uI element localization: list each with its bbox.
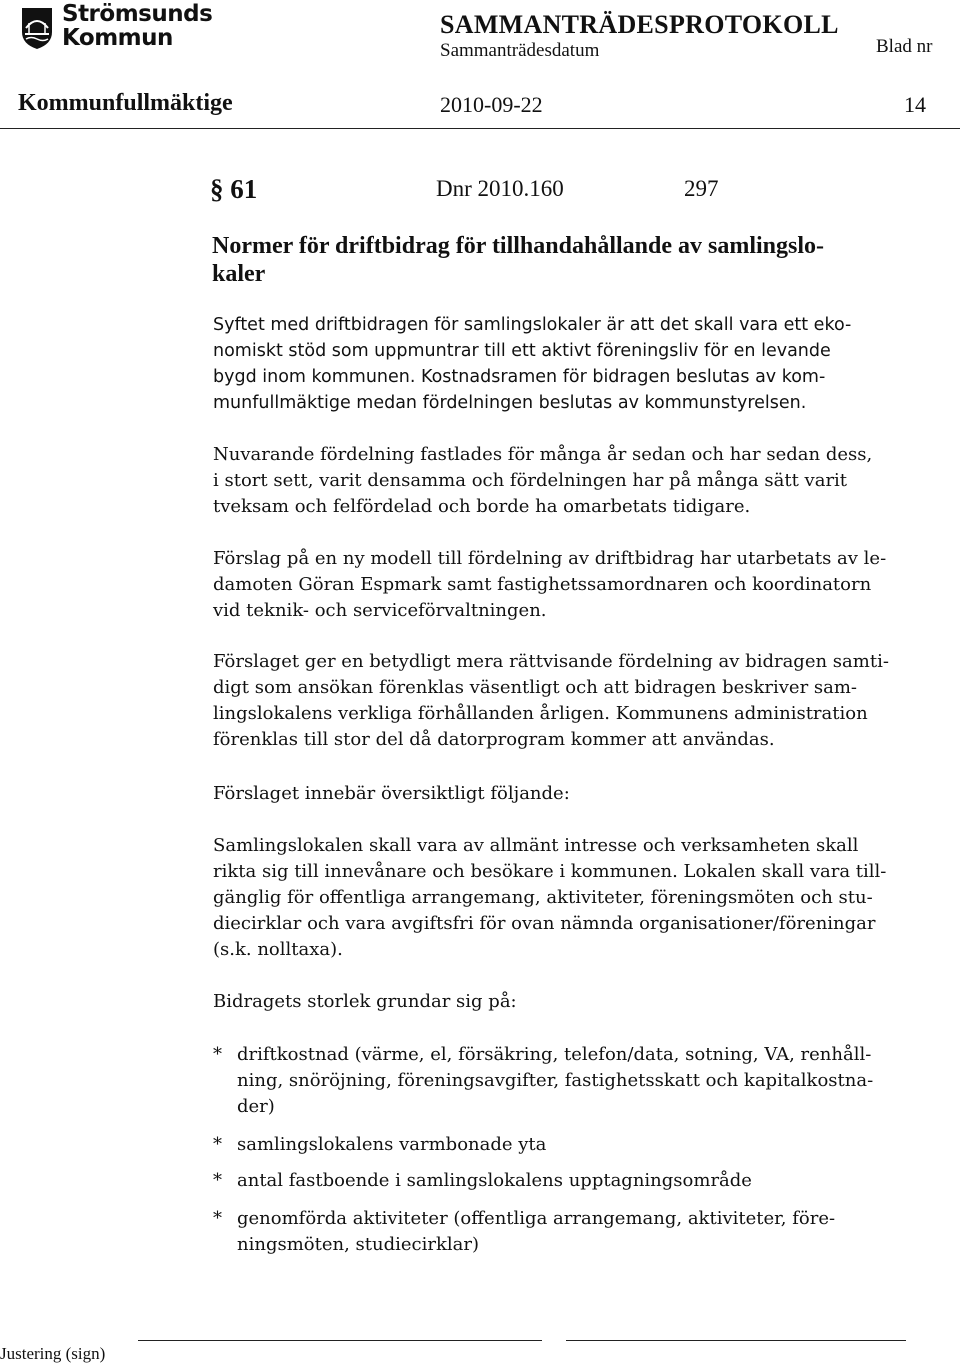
meeting-date: 2010-09-22	[440, 92, 543, 117]
bullet-marker: *	[213, 1044, 222, 1065]
section-title: Normer för driftbidrag för tillhandahållande av samlingslo- kaler	[212, 233, 825, 287]
paragraph-venue-requirements: Samlingslokalen skall vara av allmänt intresse och verksamheten skall rikta sig till innevånare och besökare i kommunen. Lokalen skall vara till- gänglig för offentliga arrangemang, aktiviteter, föreningsmöten och stu- diecirklar och vara avgiftsfri för ovan nämnda organisationer/föreningar (s.k. nolltaxa).	[213, 835, 887, 960]
paragraph-number: § 61	[210, 174, 258, 204]
bullet-marker: *	[213, 1134, 222, 1155]
logo-line-2: Kommun	[62, 25, 173, 51]
signature-line-2	[566, 1340, 906, 1341]
sheet-number-label: Blad nr	[876, 36, 933, 57]
list-item: genomförda aktiviteter (offentliga arrangemang, aktiviteter, före- ningsmöten, studiecirklar)	[237, 1208, 836, 1255]
meeting-body: Kommunfullmäktige	[18, 90, 233, 116]
header-divider	[0, 128, 960, 129]
logo-line-1: Strömsunds	[62, 1, 213, 27]
logo-wordmark	[62, 2, 212, 50]
paragraph-new-model: Förslag på en ny modell till fördelning av driftbidrag har utarbetats av le- damoten Göran Espmark samt fastighetssamordnaren och koordinatorn vid teknik- och serviceförvaltningen.	[213, 548, 887, 621]
paragraph-grant-basis-intro: Bidragets storlek grundar sig på:	[213, 991, 517, 1012]
municipality-logo	[16, 2, 226, 58]
footer-signature-label: Justering (sign)	[0, 1344, 106, 1363]
bullet-marker: *	[213, 1208, 222, 1229]
archive-code: 297	[684, 176, 719, 201]
paragraph-overview-intro: Förslaget innebär översiktligt följande:	[213, 783, 570, 804]
case-number: Dnr 2010.160	[436, 176, 564, 201]
paragraph-current-distribution: Nuvarande fördelning fastlades för många år sedan och har sedan dess, i stort sett, varit densamma och fördelningen har på många sätt varit tveksam och felfördelad och borde ha omarbetats tidigare.	[213, 444, 873, 517]
list-item: driftkostnad (värme, el, försäkring, telefon/data, sotning, VA, renhåll- ning, snöröjning, föreningsavgifter, fastighetsskatt och kapitalkostna- der)	[237, 1044, 874, 1117]
paragraph-proposal-benefits: Förslaget ger en betydligt mera rättvisande fördelning av bidragen samti- digt som ansökan förenklas väsentligt och att bidragen beskriver sam- lingslokalens verkliga förhållanden årligen. Kommunens administration förenklas till stor del då datorprogram kommer att användas.	[213, 651, 889, 750]
bridge-crest-icon	[20, 6, 54, 50]
signature-line-1	[138, 1340, 542, 1341]
date-label: Sammanträdesdatum	[440, 40, 600, 61]
page-number: 14	[904, 92, 926, 117]
document-title: SAMMANTRÄDESPROTOKOLL	[440, 10, 839, 39]
list-item: antal fastboende i samlingslokalens upptagningsområde	[237, 1170, 752, 1191]
bullet-marker: *	[213, 1170, 222, 1191]
paragraph-purpose: Syftet med driftbidragen för samlingslokaler är att det skall vara ett eko- nomiskt stöd som uppmuntrar till ett aktivt föreningsliv för en levande bygd inom kommunen. Kostnadsramen för bidragen beslutas av kom- munfullmäktige medan fördelningen beslutas av kommunstyrelsen.	[213, 315, 852, 413]
list-item: samlingslokalens varmbonade yta	[237, 1134, 547, 1155]
